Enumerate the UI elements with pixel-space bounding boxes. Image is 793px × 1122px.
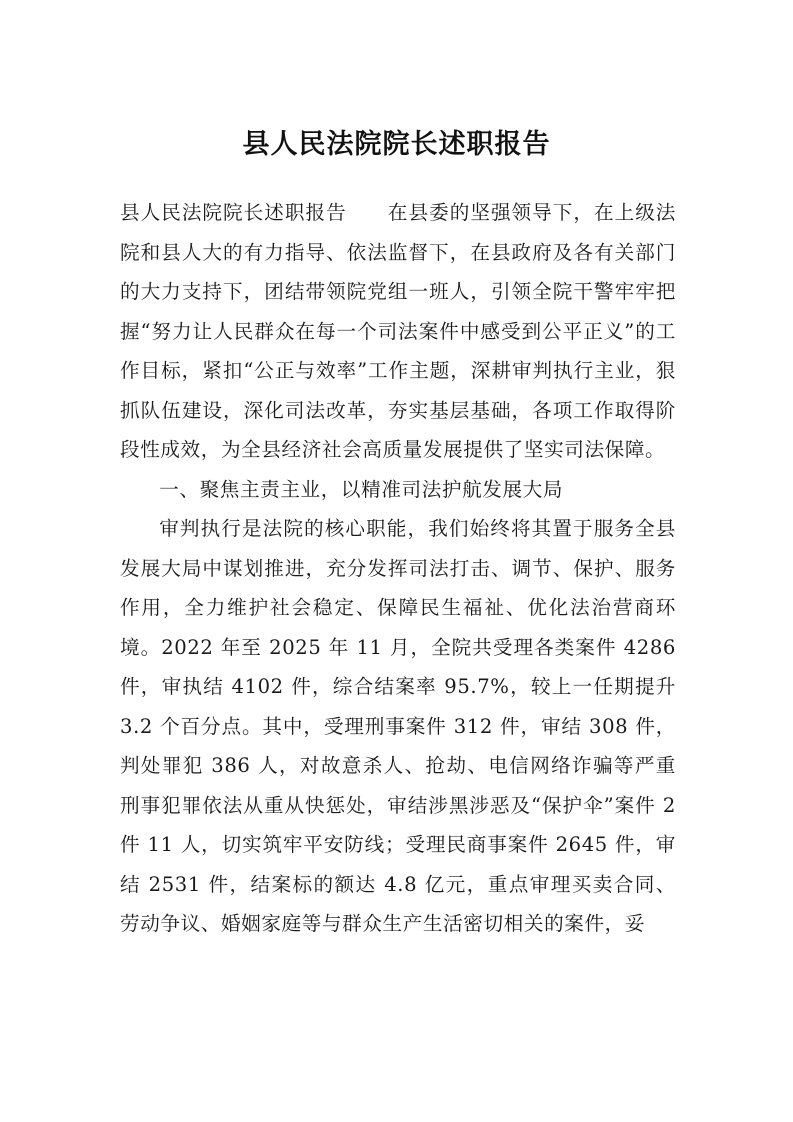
section-heading-1: 一、聚焦主责主业，以精准司法护航发展大局 [159, 477, 564, 501]
document-body [120, 193, 676, 944]
paragraph-intro: 县人民法院院长述职报告 在县委的坚强领导下，在上级法院和县人大的有力指导、依法监督下，在县政府及各有关部门的大力支持下，团结带领院党组一班人，引领全院干警牢牢把握“努力让人民群众在每一个司法案件中感受到公平正义”的工作目标，紧扣“公正与效率”工作主题，深耕审判执行主业，狠抓队伍建设，深化司法改革，夯实基层基础，各项工作取得阶段性成效，为全县经济社会高质量发展提供了坚实司法保障。 [120, 201, 676, 461]
document-title: 县人民法院院长述职报告 [242, 129, 551, 160]
paragraph-section-1: 审判执行是法院的核心职能，我们始终将其置于服务全县发展大局中谋划推进，充分发挥司法打击、调节、保护、服务作用，全力维护社会稳定、保障民生福祉、优化法治营商环境。2022 年至 2025 年 11 月，全院共受理各类案件 4286 件，审执结 4102 件，综合结案率 95.7%，较上一任期提升 3.2 个百分点。其中，受理刑事案件 312 件，审结 308 件，判处罪犯 386 人，对故意杀人、抢劫、电信网络诈骗等严重刑事犯罪依法从重从快惩处，审结涉黑涉恶及“保护伞”案件 2 件 11 人，切实筑牢平安防线；受理民商事案件 2645 件，审结 2531 件，结案标的额达 4.8 亿元，重点审理买卖合同、劳动争议、婚姻家庭等与群众生产生活密切相关的案件，妥 [120, 517, 676, 935]
